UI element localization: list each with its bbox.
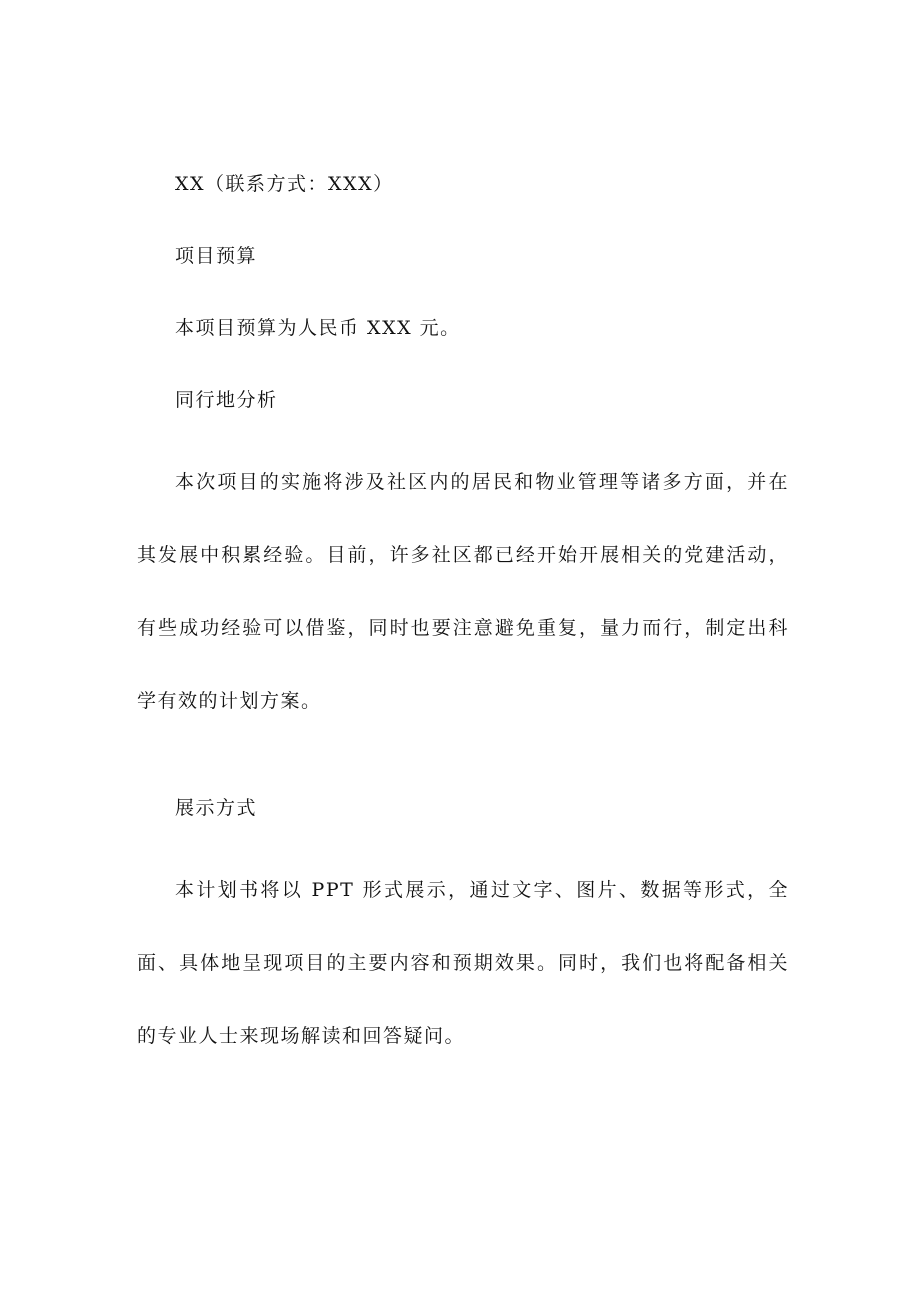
contact-line: XX（联系方式：XXX）: [175, 173, 394, 195]
budget-text: 本项目预算为人民币 XXX 元。: [175, 317, 461, 339]
budget-heading: 项目预算: [175, 245, 258, 267]
display-method-text: 本计划书将以 PPT 形式展示，通过文字、图片、数据等形式，全面、具体地呈现项目的主要内容和预期效果。同时，我们也将配备相关的专业人士来现场解读和回答疑问。: [137, 879, 789, 1047]
peer-analysis-heading: 同行地分析: [175, 389, 278, 411]
peer-analysis-text: 本次项目的实施将涉及社区内的居民和物业管理等诸多方面，并在其发展中积累经验。目前，许多社区都已经开始开展相关的党建活动，有些成功经验可以借鉴，同时也要注意避免重复，量力而行，制定出科学有效的计划方案。: [137, 471, 789, 712]
document-body: [137, 165, 789, 1073]
display-method-heading: 展示方式: [175, 797, 258, 819]
